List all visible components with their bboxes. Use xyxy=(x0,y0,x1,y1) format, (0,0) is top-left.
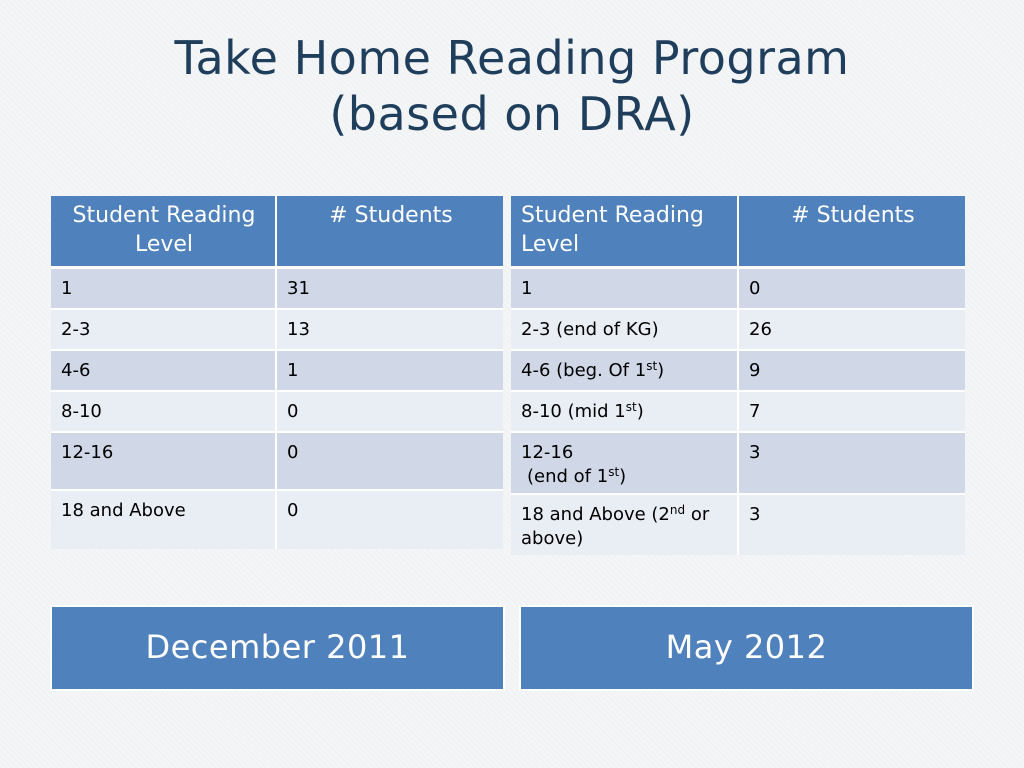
cell-level: 2-3 (end of KG) xyxy=(511,310,739,351)
cell-level: 4-6 xyxy=(51,351,277,392)
cell-level-tail: or above) xyxy=(521,504,710,549)
cell-students: 9 xyxy=(739,351,965,392)
cell-level-line1: 12-16 xyxy=(521,442,574,463)
cell-level-main: 18 and Above (2 xyxy=(521,504,670,525)
cell-level-tail: ) xyxy=(636,401,644,422)
cell-level-line2 xyxy=(521,465,729,489)
header-students-count: # Students xyxy=(739,196,965,269)
cell-level-main: 4-6 (beg. Of 1 xyxy=(521,360,647,381)
cell-level: 1 xyxy=(511,269,739,310)
may-2012-table xyxy=(511,196,965,555)
cell-level-tail: ) xyxy=(619,466,627,487)
table-row xyxy=(511,392,965,433)
cell-students: 31 xyxy=(277,269,503,310)
table-row xyxy=(511,269,965,310)
cell-level xyxy=(511,351,739,392)
cell-level-main: (end of 1 xyxy=(527,466,609,487)
header-student-reading-level: Student Reading Level xyxy=(51,196,277,269)
slide-title-line1: Take Home Reading Program xyxy=(174,31,850,85)
cell-level: 12-16 xyxy=(51,433,277,491)
cell-students: 26 xyxy=(739,310,965,351)
cell-level-sup: st xyxy=(625,400,637,414)
table-row xyxy=(51,392,503,433)
slide-title-line2: (based on DRA) xyxy=(329,87,695,141)
table-header-row xyxy=(511,196,965,269)
cell-level: 8-10 xyxy=(51,392,277,433)
table-row xyxy=(51,269,503,310)
table-row xyxy=(511,433,965,495)
cell-students: 13 xyxy=(277,310,503,351)
table-row xyxy=(51,433,503,491)
cell-level xyxy=(511,495,739,555)
cell-level xyxy=(511,392,739,433)
cell-level-sup: st xyxy=(646,359,658,373)
cell-level-sup: nd xyxy=(669,503,686,517)
december-2011-label: December 2011 xyxy=(50,605,505,691)
header-student-reading-level: Student Reading Level xyxy=(511,196,739,269)
cell-students: 0 xyxy=(277,433,503,491)
table-row xyxy=(51,351,503,392)
cell-students: 0 xyxy=(277,491,503,549)
cell-level-tail: ) xyxy=(657,360,665,381)
cell-students: 3 xyxy=(739,433,965,495)
cell-level: 2-3 xyxy=(51,310,277,351)
cell-level: 18 and Above xyxy=(51,491,277,549)
cell-level: 1 xyxy=(51,269,277,310)
table-row xyxy=(511,310,965,351)
may-2012-label: May 2012 xyxy=(519,605,974,691)
cell-level xyxy=(511,433,739,495)
cell-students: 0 xyxy=(739,269,965,310)
cell-level-main: 8-10 (mid 1 xyxy=(521,401,626,422)
cell-students: 0 xyxy=(277,392,503,433)
slide-title xyxy=(0,30,1024,142)
cell-students: 1 xyxy=(277,351,503,392)
cell-students: 3 xyxy=(739,495,965,555)
december-2011-table xyxy=(51,196,503,549)
cell-students: 7 xyxy=(739,392,965,433)
table-row xyxy=(511,495,965,555)
header-students-count: # Students xyxy=(277,196,503,269)
table-row xyxy=(511,351,965,392)
table-row xyxy=(51,310,503,351)
table-row xyxy=(51,491,503,549)
table-header-row xyxy=(51,196,503,269)
cell-level-sup: st xyxy=(608,465,620,479)
